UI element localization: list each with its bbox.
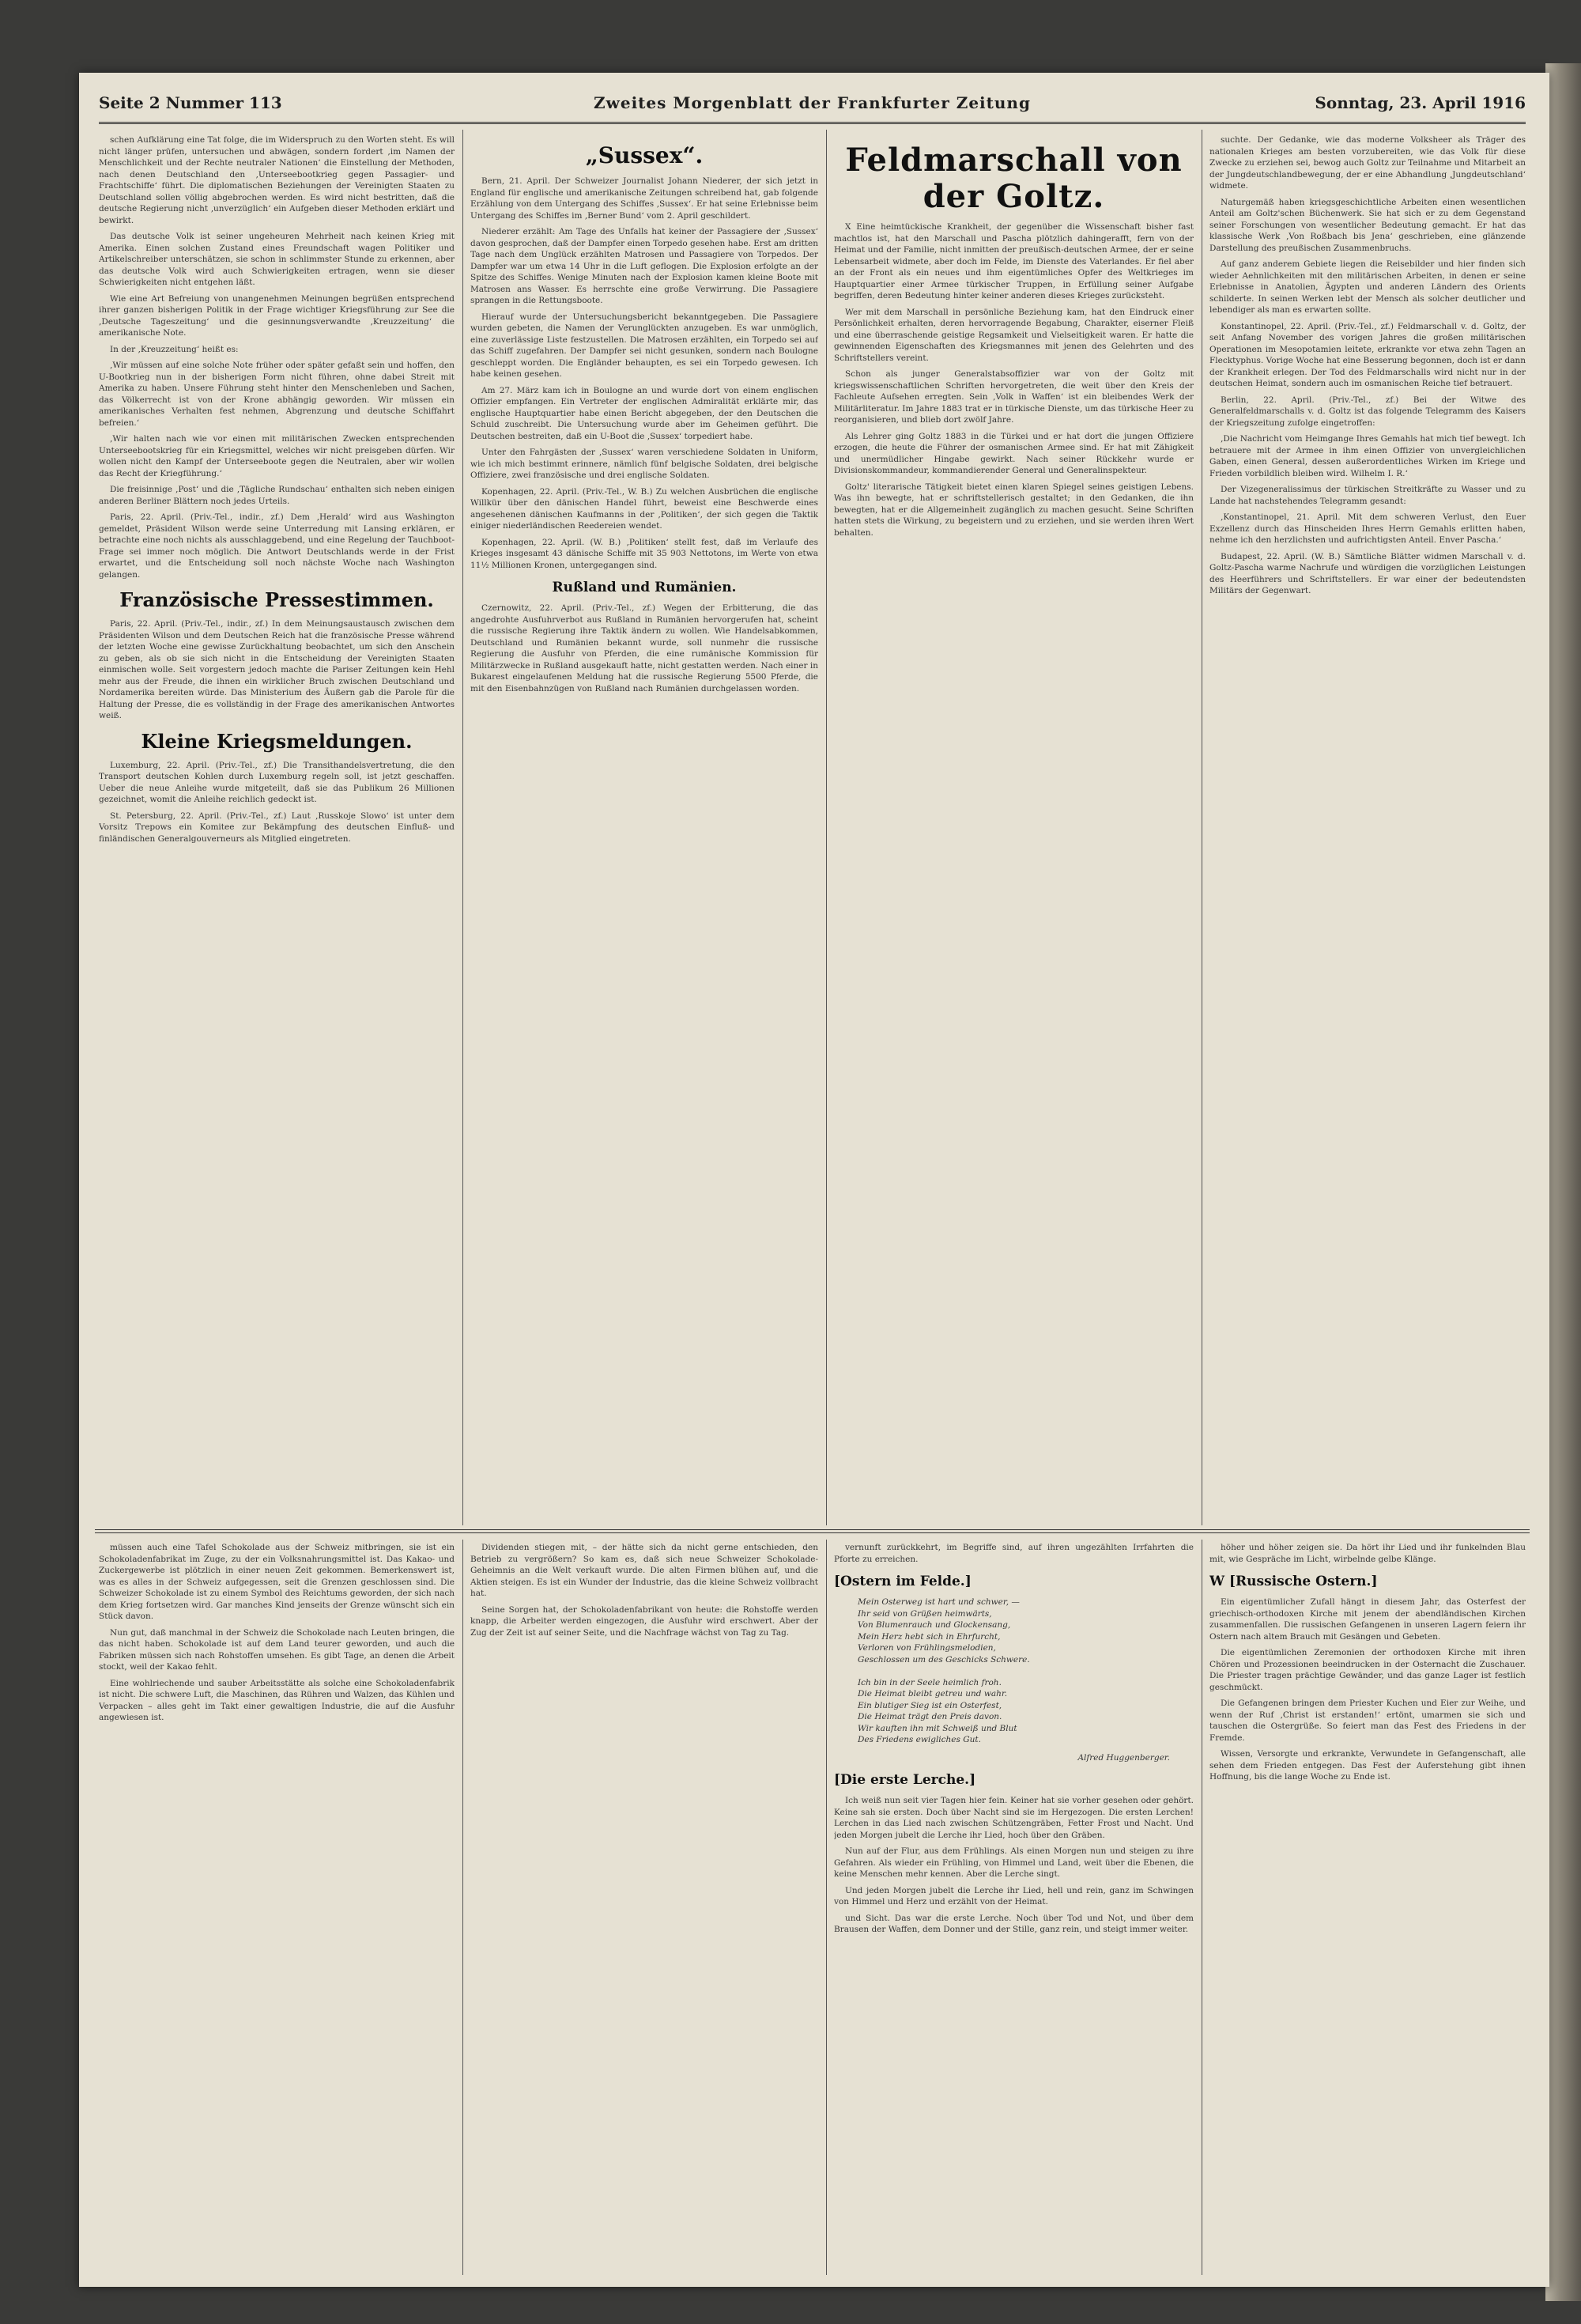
article-text: Goltz' literarische Tätigkeit bietet einen klaren Spiegel seines geistigen Lebens. Was ihn bewegte, hat er schriftstellerisch gestaltet; in den Gedanken, die ihn bewegten, hat er die Allgemeinheit zugänglich zu machen gesucht. Seine Schriften hatten stets die Wirkung, zu begeistern und zu erziehen, und sie werden ihren Wert behalten. (834, 482, 1194, 538)
feuilleton-text: Ein eigentümlicher Zufall hängt in diesem Jahr, das Osterfest der griechisch-orthodoxen Kirche mit jenem der abendländischen Kirchen zusammenfallen. Die russischen Gefangenen in unseren Lagern feiern ihr Ostern nach altem Brauch mit Gesängen und Gebeten. (1209, 1597, 1526, 1642)
feuilleton-text: Und jeden Morgen jubelt die Lerche ihr Lied, hell und rein, ganz im Schwingen von Himmel und Herz und erzählt von der Heimat. (834, 1885, 1194, 1906)
article-text: St. Petersburg, 22. April. (Priv.-Tel., zf.) Laut ‚Russkoje Slowo‘ ist unter dem Vorsitz Trepows ein Komitee zur Bekämpfung des deutschen Einfluß- und finländischen Generalgouverneurs als Mitglied eingetreten. (99, 811, 455, 844)
article-text: Konstantinopel, 22. April. (Priv.-Tel., zf.) Feldmarschall v. d. Goltz, der seit Anfang November des vorigen Jahres die großen militärischen Operationen im Mesopotamien leitete, erkrankte vor etwa zehn Tagen an Flecktyphus. Vorige Woche hat eine Besserung begonnen, doch ist er dann der Krankheit erlegen. Der Tod des Feldmarschalls wird nicht nur in der deutschen Heimat, sondern auch im osmanischen Reiche tief betrauert. (1209, 321, 1526, 388)
feuilleton-text: vernunft zurückkehrt, im Begriffe sind, auf ihren ungezählten Irrfahrten die Pforte zu erreichen. (834, 1543, 1194, 1564)
article-text: X Eine heimtückische Krankheit, der gegenüber die Wissenschaft bisher fast machtlos ist, hat den Marschall und Pascha plötzlich dahingerafft, fern von der Heimat und der Familie, nicht inmitten der preußisch-deutschen Armee, der er seine Lebensarbeit widmete, aber doch im Felde, im Dienste des Vaterlandes. Er fiel aber an der Front als ein neues und ihm eigentümliches Opfer des Weltkrieges im Hauptquartier einer Armee türkischer Truppen, in Erfüllung seiner Aufgabe begriffen, deren Bedeutung hinter keiner anderen dieses Krieges zurücksteht. (834, 222, 1194, 300)
article-text: ‚Konstantinopel, 21. April. Mit dem schweren Verlust, den Euer Exzellenz durch das Hinscheiden Ihres Herrn Gemahls erlitten haben, nehme ich den herzlichsten und aufrichtigsten Anteil. Enver Pascha.‘ (1209, 512, 1526, 545)
article-text: Am 27. März kam ich in Boulogne an und wurde dort von einem englischen Offizier empfangen. Ein Vertreter der englischen Admiralität erklärte mir, das englische Hauptquartier habe einen Bericht abgegeben, der den Deutschen die Schuld zuschreibt. Die Untersuchung wurde aber im Geheimen geführt. Die Deutschen bestreiten, daß ein U-Boot die ‚Sussex‘ torpediert habe. (470, 385, 818, 441)
header-date: Sonntag, 23. April 1916 (1315, 93, 1526, 112)
article-text: Paris, 22. April. (Priv.-Tel., indir., zf.) Dem ‚Herald‘ wird aus Washington gemeldet, Präsident Wilson werde seine Unterredung mit Lansing erklären, er betrachte eine noch nichts als ausschlaggebend, und eine Regelung der Tauchboot-Frage sei immer noch möglich. Die Antwort Deutschlands werde in der Frist erwartet, und die Entscheidung soll noch nächste Woche nach Washington gelangen. (99, 512, 455, 580)
article-text: Paris, 22. April. (Priv.-Tel., indir., zf.) In dem Meinungsaustausch zwischen dem Präsidenten Wilson und dem Deutschen Reich hat die französische Presse während der letzten Woche eine gewisse Zurückhaltung beobachtet, um sich den Anschein zu geben, als ob sie sich nicht in die Entscheidung der Vereinigten Staaten einmischen wolle. Seit vorgestern jedoch machte die Pariser Zeitungen kein Hehl mehr aus der Freude, die ihnen ein wirklicher Bruch zwischen Deutschland und Nordamerika bereiten würde. Das Ministerium des Äußern gab die Parole für die Haltung der Presse, die es vollständig in der Frage des amerikanischen Antwortes weiß. (99, 619, 455, 720)
column-rule (462, 130, 463, 1525)
article-text: Wie eine Art Befreiung von unangenehmen Meinungen begrüßen entsprechend ihrer ganzen bisherigen Politik in der Frage wichtiger Kriegsführung zur See die ‚Deutsche Tageszeitung‘ und die gesinnungsverwandte ‚Kreuzzeitung‘ die amerikanische Note. (99, 293, 455, 338)
article-text: ‚Wir müssen auf eine solche Note früher oder später gefaßt sein und hoffen, den U-Bootkrieg nun in der bisherigen Form nicht führen, ohne dabei Streit mit Amerika zu haben. Unsere Führung steht hinter den Menschenleben und Sachen, das Völkerrecht ist von der Krone abhängig geworden. Wir müssen ein amerikanisches Verhalten fest nehmen, Abgrenzung und deutsche Schiffahrt befreien.‘ (99, 361, 455, 428)
feuilleton-column-2 (470, 1542, 818, 2273)
page-edge (1545, 63, 1581, 2301)
column-2 (470, 134, 818, 1522)
column-1 (99, 134, 455, 1522)
poem-line: Des Friedens ewigliches Gut. (858, 1735, 981, 1744)
feuilleton-text: Die eigentümlichen Zeremonien der orthodoxen Kirche mit ihren Chören und Prozessionen beeindrucken in der Osternacht die Zuschauer. Die Priester tragen prächtige Gewänder, und das ganze Lager ist festlich geschmückt. (1209, 1648, 1526, 1692)
poem-line: Geschlossen um des Geschicks Schwere. (858, 1654, 1030, 1665)
article-text: ‚Wir halten nach wie vor einen mit militärischen Zwecken entsprechenden Unterseebootskrieg für ein Kriegsmittel, welches wir nicht preisgeben dürfen. Wir wollen nicht den Kampf der Unterseeboote gegen die Neutralen, aber wir wollen das Recht der Kriegführung.‘ (99, 434, 455, 478)
article-title: Feldmarschall von der Goltz. (845, 142, 1183, 215)
feuilleton-text: Die Gefangenen bringen dem Priester Kuchen und Eier zur Weihe, und wenn der Ruf ‚Christ ist erstanden!‘ ertönt, umarmen sie sich und tauschen die Ostergrüße. So feiert man das Fest des Friedens in der Fremde. (1209, 1699, 1526, 1743)
poem-line: Die Heimat bleibt getreu und wahr. (858, 1689, 1008, 1699)
feuilleton-text: Ich weiß nun seit vier Tagen hier fein. Keiner hat sie vorher gesehen oder gehört. Keine sah sie ersten. Doch über Nacht sind sie im Hergezogen. Die ersten Lerchen! Lerchen in das Lied nach zwischen Schützengräben, Fetter Frost und Nacht. Und jeden Morgen jubelt die Lerche ihr Lied, hoch über den Gräben. (834, 1796, 1194, 1840)
article-text: Hierauf wurde der Untersuchungsbericht bekanntgegeben. Die Passagiere wurden gebeten, die Namen der Verunglückten anzugeben. Es war unmöglich, eine zuverlässige Liste festzustellen. Die Matrosen erzählten, ein Torpedo sei auf das Schiff zugefahren. Der Dampfer sei nicht gesunken, sondern nach Boulogne geschleppt worden. Die Engländer behaupten, es sei ein Torpedo gewesen. Ich habe keinen gesehen. (470, 312, 818, 379)
section-heading: Rußland und Rumänien. (552, 580, 737, 595)
section-rule (95, 1529, 1530, 1533)
section-heading: Kleine Kriegsmeldungen. (141, 729, 413, 753)
article-text: In der ‚Kreuzzeitung‘ heißt es: (110, 344, 239, 354)
feuilleton-text: Dividenden stiegen mit, – der hätte sich da nicht gerne entschieden, den Betrieb zu vergrößern? So kam es, daß sich neue Schweizer Schokolade-Geheimnis an die Welt verkauft wurde. Die alten Firmen blühen auf, und die Aktien steigen. Es ist ein Wunder der Industrie, das die kleine Schweiz vollbracht hat. (470, 1543, 818, 1598)
column-3 (834, 134, 1194, 1522)
column-rule (826, 1540, 827, 2275)
section-heading: Französische Pressestimmen. (119, 588, 434, 611)
poem-line: Verloren von Frühlingsmelodien, (858, 1643, 996, 1653)
article-text: suchte. Der Gedanke, wie das moderne Volksheer als Träger des nationalen Krieges am besten vorzubereiten, wie das Volk für diese Zwecke zu erziehen sei, bewog auch Goltz zur Teilnahme und Mitarbeit an der Jungdeutschlandbewegung, der er eine Abhandlung ‚Jungdeutschland‘ widmete. (1209, 135, 1526, 191)
article-text: Berlin, 22. April. (Priv.-Tel., zf.) Bei der Witwe des Generalfeldmarschalls v. d. Goltz ist das folgende Telegramm des Kaisers der Kriegszeitung zufolge eingetroffen: (1209, 395, 1526, 428)
poem-line: Mein Osterweg ist hart und schwer, — (858, 1597, 1020, 1607)
article-text: Niederer erzählt: Am Tage des Unfalls hat keiner der Passagiere der ‚Sussex‘ davon gesprochen, daß der Dampfer einen Torpedo gesehen habe. Erst am dritten Tage nach dem Unglück erzählten Matrosen und Passagiere von Torpedos. Der Dampfer war um etwa 14 Uhr in die Luft geflogen. Die Explosion erfolgte an der Spitze des Schiffes. Wenige Minuten nach der Explosion kamen kleine Boote mit Matrosen ans Wasser. Es herrschte eine große Verwirrung. Die Passagiere sprangen in die Rettungsboote. (470, 227, 818, 305)
poem-line: Ich bin in der Seele heimlich froh. (858, 1677, 1002, 1687)
feuilleton-text: Wissen, Versorgte und erkrankte, Verwundete in Gefangenschaft, alle sehen dem Frieden entgegen. Das Fest der Auferstehung gibt ihnen Hoffnung, bis die lange Woche zu Ende ist. (1209, 1749, 1526, 1782)
poem-heading: [Ostern im Felde.] (834, 1574, 972, 1589)
article-text: Kopenhagen, 22. April. (Priv.-Tel., W. B.) Zu welchen Ausbrüchen die englische Willkür über den dänischen Handel führt, beweist eine Beschwerde eines angesehenen dänischen Kaufmanns in der ‚Politiken‘, der sich gegen die Taktik einiger niederländischen Reedereien wendet. (470, 486, 818, 531)
feuilleton-text: Nun auf der Flur, aus dem Frühlings. Als einen Morgen nun und steigen zu ihre Gefahren. Als wieder ein Frühling, von Himmel und Land, weit über die Ebenen, die keine Menschen mehr kennen. Aber die Lerche singt. (834, 1846, 1194, 1879)
article-text: Unter den Fahrgästen der ‚Sussex‘ waren verschiedene Soldaten in Uniform, wie ich mich bestimmt erinnere, nämlich fünf belgische Soldaten, drei belgische Offiziere, zwei französische und drei englische Soldaten. (470, 448, 818, 480)
article-text: Schon als junger Generalstabsoffizier war von der Goltz mit kriegswissenschaftlichen Schriften hervorgetreten, die weit über den Kreis der Fachleute Aufsehen erregten. Sein ‚Volk in Waffen‘ ist ein bleibendes Werk der Militärliteratur. Im Jahre 1883 trat er in türkische Dienste, um das türkische Heer zu reorganisieren, und blieb dort zwölf Jahre. (834, 369, 1194, 425)
article-text: Der Vizegeneralissimus der türkischen Streitkräfte zu Wasser und zu Lande hat nachstehendes Telegramm gesandt: (1209, 485, 1526, 506)
article-text: Bern, 21. April. Der Schweizer Journalist Johann Niederer, der sich jetzt in England für englische und amerikanische Zeitungen schreibend hat, gab folgende Erzählung von dem Untergang des Schiffes ‚Sussex‘. Er hat seine Erlebnisse beim Untergang des Schiffes im ‚Berner Bund‘ vom 2. April geschildert. (470, 176, 818, 221)
column-rule (462, 1540, 463, 2275)
article-text: Budapest, 22. April. (W. B.) Sämtliche Blätter widmen Marschall v. d. Goltz-Pascha warme Nachrufe und würdigen die vorzüglichen Leistungen des Heerführers und Schriftstellers. Er war einer der bedeutendsten Militärs der Gegenwart. (1209, 551, 1526, 595)
feuilleton-text: Eine wohlriechende und sauber Arbeitsstätte als solche eine Schokoladenfabrik ist nicht. Die schwere Luft, die Maschinen, das Rühren und Walzen, das Kühlen und Verpacken – alles geht im Takt einer gewaltigen Industrie, die auf die Ausfuhr angewiesen ist. (99, 1678, 455, 1722)
poem-author: Alfred Huggenberger. (1077, 1752, 1170, 1763)
poem-line: Von Blumenrauch und Glockensang, (858, 1620, 1011, 1630)
feuilleton-column-4 (1209, 1542, 1526, 2273)
poem-line: Mein Herz hebt sich in Ehrfurcht, (858, 1631, 1001, 1642)
article-text: Kopenhagen, 22. April. (W. B.) ‚Politiken‘ stellt fest, daß im Verlaufe des Krieges insgesamt 43 dänische Schiffe mit 35 903 Nettotons, im Werte von etwa 11½ Millionen Kronen, untergegangen sind. (470, 537, 818, 570)
article-text: Auf ganz anderem Gebiete liegen die Reisebilder und hier finden sich wieder Aehnlichkeiten mit den militärischen Arbeiten, in denen er seine Erlebnisse in Anatolien, Ägypten und anderen Ländern des Orients schilderte. In seinen Werken lebt der Mensch als solcher deutlicher und lebendiger als man es erwarten sollte. (1209, 259, 1526, 315)
article-text: Naturgemäß haben kriegsgeschichtliche Arbeiten einen wesentlichen Anteil am Goltz'schen Büchenwerk. Sie hat sich er zu dem Gegenstand seiner Forschungen von wesentlicher Bedeutung gemacht. Er hat das klassische Werk ‚Von Roßbach bis Jena‘ geschrieben, eine glänzende Darstellung des preußischen Zusammenbruchs. (1209, 197, 1526, 253)
article-title: „Sussex“. (585, 142, 704, 168)
feuilleton-text: müssen auch eine Tafel Schokolade aus der Schweiz mitbringen, sie ist ein Schokoladenfabrikat im Zuge, zu der ein Volksnahrungsmittel ist. Das Kakao- und Zuckergewerbe ist plötzlich in einer neuen Zeit gekommen. Bemerkenswert ist, was es alles in der Schweiz aufgegessen, seit die Grenzen geschlossen sind. Die Schweizer Schokolade ist zu einem Symbol des Reichtums geworden, der sich nach dem Krieg fortsetzen wird. Gar manches Kind jenseits der Grenze wünscht sich ein Stück davon. (99, 1543, 455, 1621)
header-masthead: Zweites Morgenblatt der Frankfurter Zeitung (594, 93, 1031, 112)
article-text: Als Lehrer ging Goltz 1883 in die Türkei und er hat dort die jungen Offiziere erzogen, die heute die Führer der osmanischen Armee sind. Er hat mit Zähigkeit und unermüdlicher Hingabe gewirkt. Nach seiner Rückkehr wurde er Divisionskommandeur, kommandierender General und Generalinspekteur. (834, 431, 1194, 475)
feuilleton-text: Seine Sorgen hat, der Schokoladenfabrikant von heute: die Rohstoffe werden knapp, die Arbeiter werden eingezogen, die Ausfuhr wird erschwert. Aber der Zug der Zeit ist auf seiner Seite, und die Nachfrage wächst von Tag zu Tag. (470, 1604, 818, 1638)
feuilleton-text: höher und höher zeigen sie. Da hört ihr Lied und ihr funkelnden Blau mit, wie Gespräche im Licht, wirbelnde gelbe Klänge. (1209, 1543, 1526, 1564)
poem-line (858, 1665, 1194, 1677)
article-text: Czernowitz, 22. April. (Priv.-Tel., zf.) Wegen der Erbitterung, die das angedrohte Ausfuhrverbot aus Rußland in Rumänien hervorgerufen hat, scheint die russische Regierung ihre Taktik ändern zu wollen. Wie Handelsabkommen, Deutschland und Rumänien bekannt wurde, soll nunmehr die russische Regierung die Ausfuhr von Pferden, die eine rumänische Kommission für Militärzwecke in Rußland ausgekauft hatte, nicht gestatten werden. Nach einer in Bukarest eingelaufenen Meldung hat die russische Regierung 5500 Pferde, die mit den Eisenbahnzügen von Rußland nach Rumänien durchgelassen worden. (470, 603, 818, 693)
article-text: Luxemburg, 22. April. (Priv.-Tel., zf.) Die Transithandelsvertretung, die den Transport deutschen Kohlen durch Luxemburg regeln soll, ist jetzt geschaffen. Ueber die neue Anleihe wurde mitgeteilt, daß sie das Publikum 26 Millionen gezeichnet, womit die Anleihe reichlich gedeckt ist. (99, 760, 455, 804)
poem-line: Ein blutiger Sieg ist ein Osterfest, (858, 1700, 1002, 1710)
column-4 (1209, 134, 1526, 1522)
article-text: Die freisinnige ‚Post‘ und die ‚Tägliche Rundschau‘ enthalten sich neben einigen anderen Berliner Blättern noch jedes Urteils. (99, 485, 455, 506)
poem-line: Die Heimat trägt den Preis davon. (858, 1712, 1002, 1721)
feuilleton-column-1 (99, 1542, 455, 2273)
column-rule (826, 130, 827, 1525)
poem-line: Ihr seid von Grüßen heimwärts, (858, 1608, 992, 1619)
poem (858, 1597, 1194, 1746)
article-text: Wer mit dem Marschall in persönliche Beziehung kam, hat den Eindruck einer Persönlichkeit erhalten, deren hervorragende Begabung, Charakter, eiserner Fleiß und eine überraschende geistige Regsamkeit und Vielseitigkeit waren. Er hatte die gewinnenden Eigenschaften des Kriegsmannes mit jenen des Gelehrten und des Schriftstellers vereint. (834, 307, 1194, 363)
article-text: Das deutsche Volk ist seiner ungeheuren Mehrheit nach keinen Krieg mit Amerika. Einen solchen Zustand eines Freundschaft wagen Politiker und Artikelschreiber unterschätzen, sie schon in schlimmster Stunde zu erkennen, aber das deutsche Volk wird auch Schwierigkeiten ertragen, wenn sie dieser Schwierigkeiten nicht entgehen läßt. (99, 232, 455, 287)
section-heading: W [Russische Ostern.] (1209, 1574, 1378, 1589)
poem-line: Wir kauften ihn mit Schweiß und Blut (858, 1723, 1017, 1733)
feuilleton-text: Nun gut, daß manchmal in der Schweiz die Schokolade nach Leuten bringen, die das nicht haben. Schokolade ist auf dem Land teurer geworden, und auch die Fabriken müssen sich nach Rohstoffen umsehen. Es gibt Tage, an denen die Arbeit stockt, weil der Kakao fehlt. (99, 1627, 455, 1672)
page-header (99, 89, 1526, 124)
article-text: schen Aufklärung eine Tat folge, die im Widerspruch zu den Worten steht. Es will nicht länger prüfen, untersuchen und abwägen, sondern fordert ‚im Namen der Menschlichkeit und der Rechte neutraler Nationen‘ die Einstellung der Methoden, nach denen Deutschland den ‚Unterseebootkrieg gegen Passagier- und Frachtschiffe‘ führt. Die diplomatischen Beziehungen der Vereinigten Staaten zu Deutschland sollen völlig abgebrochen werden. Es wird nicht bestritten, daß die deutsche Regierung nicht ‚unverzüglich‘ ein Aufgeben dieser Methoden erklärt und bewirkt. (99, 135, 455, 225)
article-text: ‚Die Nachricht vom Heimgange Ihres Gemahls hat mich tief bewegt. Ich betrauere mit der Armee in ihm einen Offizier von unvergleichlichen Gaben, einen General, dessen außerordentliches Wirken im Kriege und Frieden vorbildlich bleiben wird. Wilhelm I. R.‘ (1209, 434, 1526, 478)
section-heading: [Die erste Lerche.] (834, 1772, 976, 1788)
header-page-number: Seite 2 Nummer 113 (99, 93, 282, 112)
feuilleton-column-3 (834, 1542, 1194, 2273)
feuilleton-text: und Sicht. Das war die erste Lerche. Noch über Tod und Not, und über dem Brausen der Waffen, dem Donner und der Stille, ganz rein, und steigt immer weiter. (834, 1913, 1194, 1934)
newspaper-page (79, 73, 1549, 2287)
